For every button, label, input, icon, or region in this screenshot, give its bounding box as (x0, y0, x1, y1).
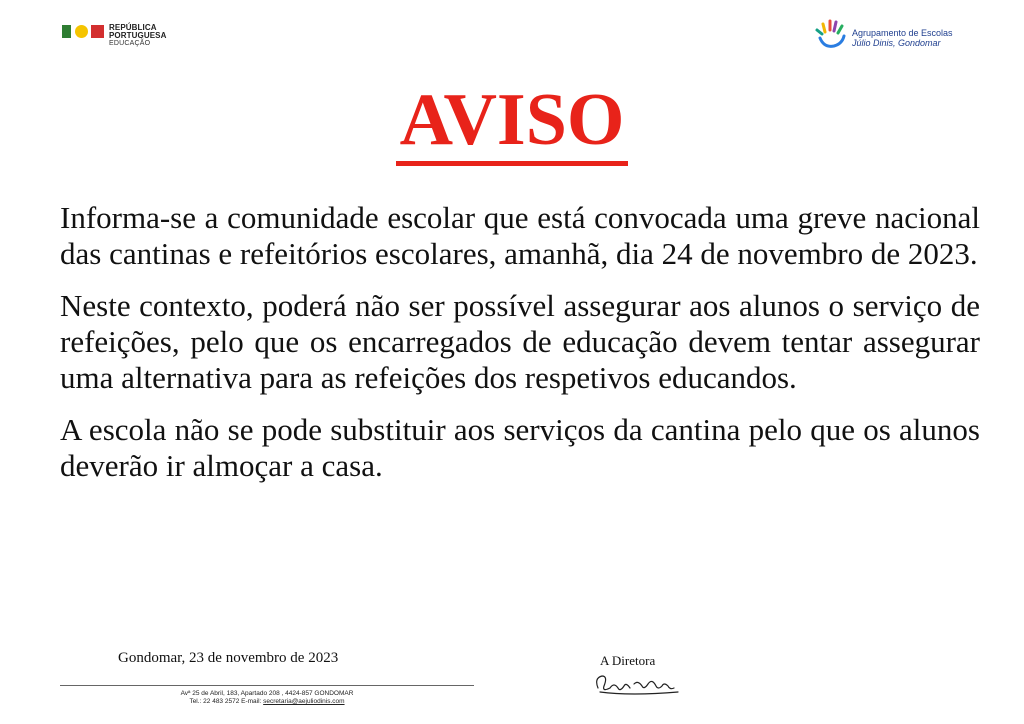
notice-body (60, 200, 980, 500)
notice-title (0, 78, 1024, 162)
flag-shapes-icon (62, 24, 106, 40)
school-address (60, 690, 474, 706)
school-hand-icon (814, 18, 848, 52)
republica-portuguesa-logo (62, 24, 166, 50)
signature-icon (590, 668, 685, 698)
paragraph-strike-announcement: Informa-se a comunidade escolar que está convocada uma greve nacional das cantinas e refeitórios escolares, amanhã, dia 24 de novembro de 2023. (60, 200, 980, 271)
republica-logo-text (109, 24, 166, 48)
paragraph-lunch-at-home: A escola não se pode substituir aos serviços da cantina pelo que os alunos deverão ir almoçar a casa. (60, 412, 980, 483)
director-label: A Diretora (600, 653, 656, 668)
school-logo-text (852, 28, 953, 48)
notice-title-text: AVISO (396, 79, 629, 166)
email-link[interactable]: secretaria@aejuliodinis.com (263, 698, 345, 705)
phone-text: Tel.: 22 483 2572 E-mail: (189, 698, 264, 705)
place-date: Gondomar, 23 de novembro de 2023 (118, 650, 339, 666)
school-logo (814, 18, 984, 52)
school-logo-line1: Agrupamento de Escolas (852, 28, 953, 38)
footer-divider (60, 685, 474, 686)
address-line: Avª 25 de Abril, 183, Apartado 208 , 4424-857 GONDOMAR (180, 690, 354, 697)
republica-logo-line2: PORTUGUESA (109, 31, 167, 40)
school-logo-line2: Júlio Dinis, Gondomar (852, 38, 941, 48)
republica-logo-line3: EDUCAÇÃO (109, 40, 151, 47)
paragraph-meal-service: Neste contexto, poderá não ser possível assegurar aos alunos o serviço de refeições, pelo que os encarregados de educação devem tentar assegurar uma alternativa para as refeições dos respetivos educandos. (60, 288, 980, 395)
contact-line (60, 698, 474, 706)
republica-logo-line1: REPÚBLICA (109, 23, 157, 32)
